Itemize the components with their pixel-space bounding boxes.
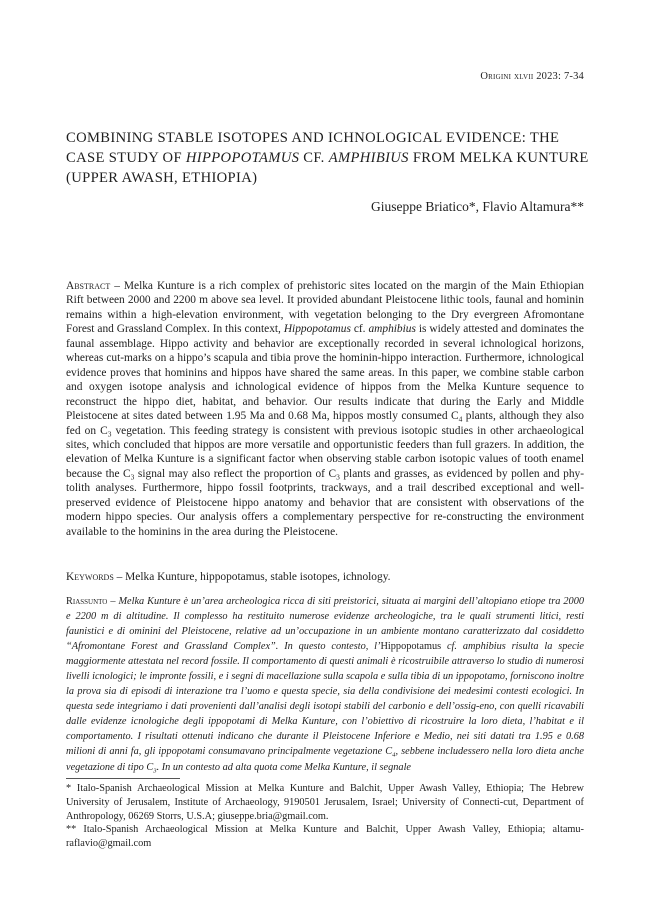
footnote-divider: [66, 778, 180, 779]
abstract-label: Abstract: [66, 280, 111, 292]
riassunto-taxon: Hippopotamus: [380, 641, 442, 653]
riassunto-label: Riassunto: [66, 596, 108, 607]
keywords-label: Keywords: [66, 571, 114, 583]
title-text-2: CF.: [299, 150, 329, 166]
subscript: 3: [153, 766, 157, 774]
abstract-taxon: amphibius: [368, 323, 416, 336]
abstract-text: vegetation. This feeding strategy is consistent with previous isotopic studies in other archaeological sites, which concluded that hippos are more versatile and opportunistic feeders than full grazers. In addition, the elevation of Melka Kunture is a significant factor when observing stable carbon isotopic values of tooth enamel because the C: [66, 424, 585, 480]
footnote-1: * Italo-Spanish Archaeological Mission at Melka Kunture and Balchit, Upper Awash Valley, Ethiopia; The Hebrew University of Jerusalem, Institute of Archaeology, 9190501 Jerusalem, Israel; University of Connecti-cut, Department of Anthropology, 06269 Storrs, U.S.A; giuseppe.bria@gmail.com.: [66, 783, 584, 822]
subscript: 4: [392, 751, 396, 759]
abstract-text: signal may also reflect the proportion of C: [134, 467, 337, 480]
keywords-text: – Melka Kunture, hippopotamus, stable isotopes, ichnology.: [113, 571, 391, 583]
abstract-dash: –: [110, 280, 124, 292]
abstract-taxon: Hippopotamus: [283, 323, 351, 336]
riassunto-text: . In un contesto ad alta quota come Melka Kunture, il segnale: [156, 761, 411, 773]
title-text: COMBINING STABLE ISOTOPES AND ICHNOLOGICAL EVIDENCE: THE CASE STUDY OF: [66, 130, 560, 166]
abstract-text: is widely attested and dominates the faunal assemblage. Hippo activity and behavior are exceptionally recorded in several ichnological horizons, whereas cut-marks on a hippo’s scapula and tibia prove the hominin-hippo interaction. Furthermore, ichnological evidence proves that hominins and hippos have shared the same areas. In this paper, we combine stable carbon and oxygen isotope analysis and ichnological evidence of hippos from the Melka Kunture sequence to reconstruct the hippo diet, habitat, and behavior. Our results indicate that during the Early and Middle Pleistocene at sites dated between 1.95 Ma and 0.68 Ma, hippos mostly consumed C: [66, 323, 584, 423]
article-title: [66, 128, 596, 188]
authors: Giuseppe Briatico*, Flavio Altamura**: [371, 199, 584, 214]
subscript: 3: [336, 472, 340, 482]
title-text-3: FROM MELKA KUNTURE (UPPER AWASH, ETHIOPIA): [66, 150, 589, 186]
subscript: 4: [458, 414, 463, 424]
riassunto-text: Melka Kunture è un’area archeologica ricca di siti preistorici, situata ai margini dell’altopiano etiope tra 2000 e 2200 m di altitudine. Il complesso ha restituito numerose evidenze archeologiche, tra le quali strumenti litici, resti faunistici e di ominini del Pleistocene, relative ad un’occupazione in un ambiente montano caratterizzato dal cosiddetto “Afromontane Forest and Grassland Complex”. In questo contesto, l’: [66, 596, 585, 653]
footnote-2: ** Italo-Spanish Archaeological Mission at Melka Kunture and Balchit, Upper Awash Valley, Ethiopia; altamu-raflavio@gmail.com: [66, 824, 584, 849]
abstract-text: Melka Kunture is a rich complex of prehistoric sites located on the margin of the Main Ethiopian Rift between 2000 and 2200 m above sea level. It provided abundant Pleistocene lithic tools, faunal and hominin remains within a high-elevation environment, with vegetation belonging to the Dry evergreen Afromontane Forest and Grassland Complex. In this context,: [66, 280, 584, 336]
riassunto: [66, 594, 584, 775]
title-genus: HIPPOPOTAMUS: [185, 150, 300, 166]
running-head: Origini xlvii 2023: 7-34: [480, 71, 584, 82]
subscript: 3: [107, 429, 112, 439]
abstract-text: plants and grasses, as evidenced by pollen and phy-tolith analyses. Furthermore, hippo fossil footprints, trackways, and a trail described exceptional and well-preserved evidence of Pleistocene hippo anatomy and behavior that are consistent with observations of the modern hippo species. Our analysis offers a complementary perspective for re-constructing the environment available to the hominins in the area during the Pleistocene.: [66, 467, 584, 538]
riassunto-dash: –: [107, 596, 119, 607]
abstract-text: cf.: [350, 323, 369, 336]
title-species: AMPHIBIUS: [328, 150, 409, 166]
abstract: [66, 279, 584, 539]
riassunto-text: , sebbene includessero nella loro dieta anche vegetazione di tipo C: [66, 746, 584, 773]
keywords: [66, 570, 584, 584]
riassunto-text: cf. amphibius risulta la specie maggiormente attestata nel record fossile. Il comportamento di questi animali è ricostruibile attraverso lo studio di numerosi livelli icnologici; le impronte fossili, e i segni di macellazione sulla scapola e sulla tibia di un ippopotamo, forniscono inoltre la prova sia di episodi di interazione tra l’uomo e questa specie, sia della condivisione dei medesimi contesti ecologici. In questa sede integriamo i dati provenienti dall’analisi degli isotopi stabili del carbonio e dell’ossig-eno, con quelli ricavabili dalle evidenze icnologiche degli ippopotami di Melka Kunture, con l’obiettivo di ricostruire la loro dieta, l’habitat e il comportamento. I risultati ottenuti indicano che durante il Pleistocene Inferiore e Medio, nei siti datati tra 1.95 e 0.68 milioni di anni fa, gli ippopotami consumavano principalmente vegetazione C: [66, 641, 584, 758]
abstract-text: plants, although they also fed on C: [66, 410, 584, 437]
subscript: 3: [130, 472, 135, 482]
